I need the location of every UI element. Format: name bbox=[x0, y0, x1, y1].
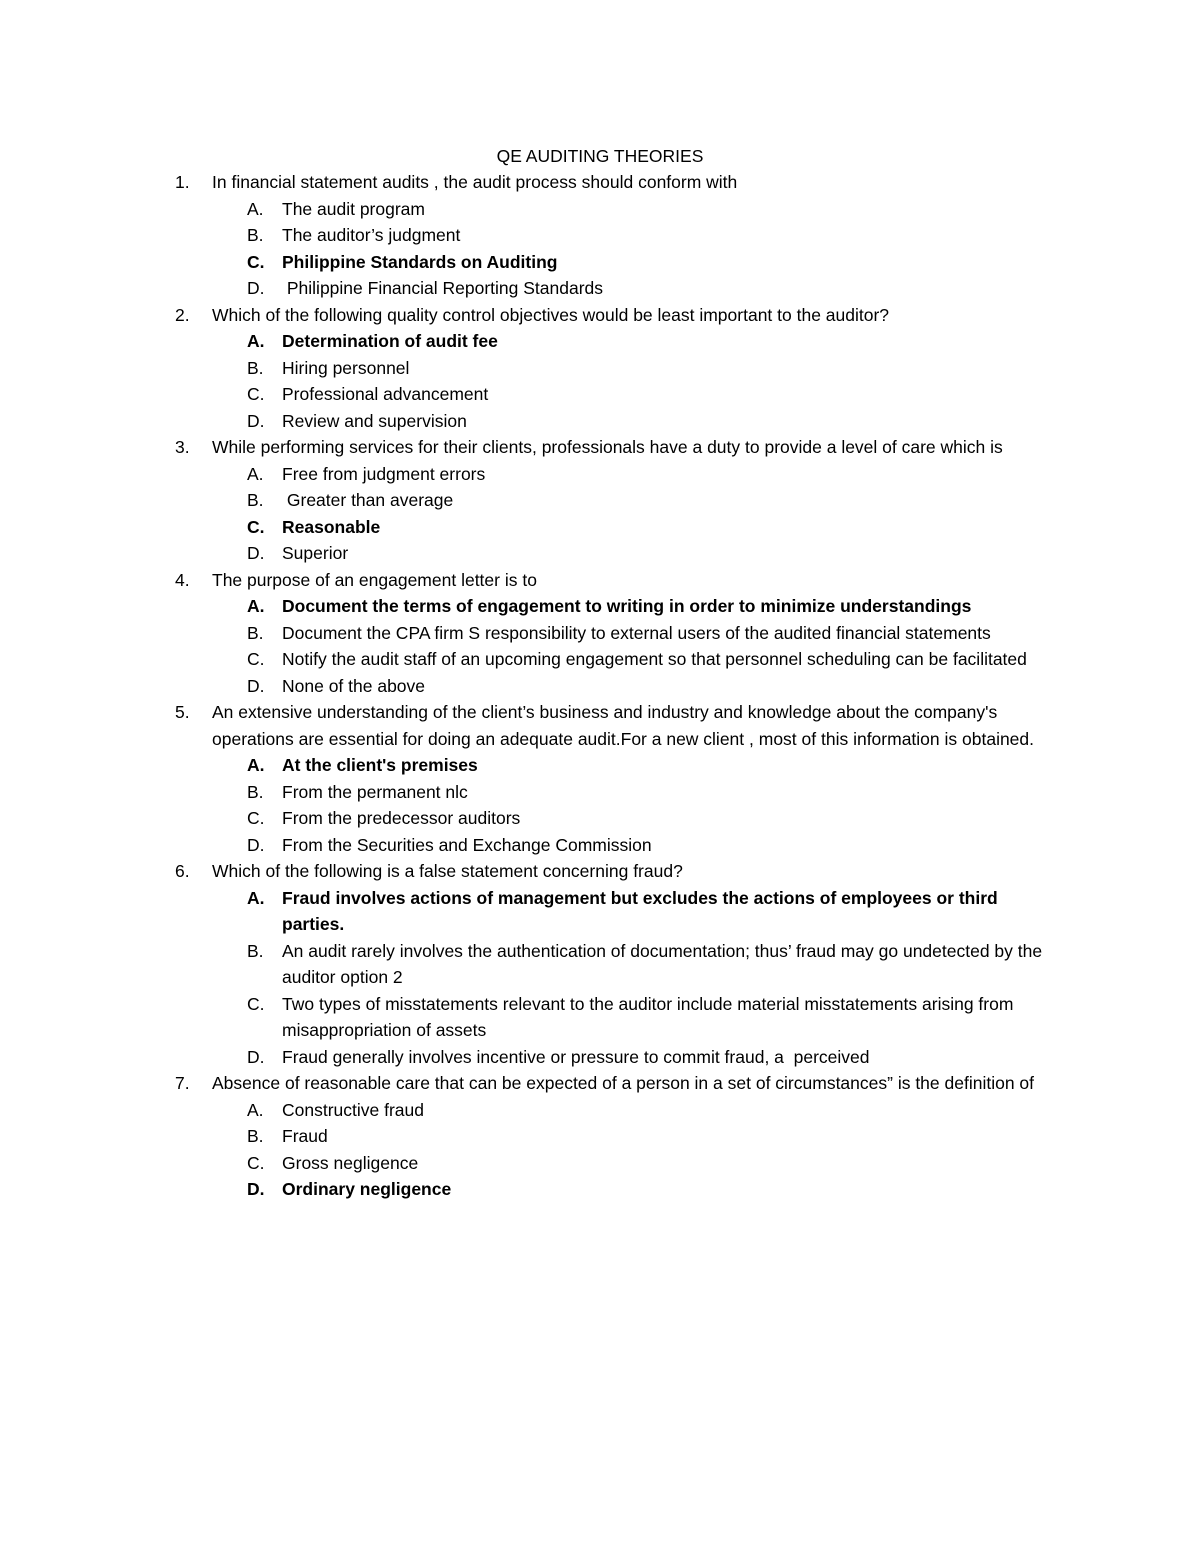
option-text: None of the above bbox=[282, 675, 426, 696]
option-text-answer: Philippine Standards on Auditing bbox=[282, 251, 558, 272]
option-2-b bbox=[0, 355, 1200, 382]
option-letter: B. bbox=[247, 357, 264, 378]
option-letter: A. bbox=[247, 331, 265, 351]
option-text: Document the CPA firm S responsibility to external users of the audited financial statements bbox=[282, 622, 991, 643]
option-3-d bbox=[0, 540, 1200, 567]
option-5-d bbox=[0, 832, 1200, 859]
option-letter: A. bbox=[247, 463, 264, 484]
question-4 bbox=[0, 567, 1200, 594]
option-1-d bbox=[0, 275, 1200, 302]
question-text: The purpose of an engagement letter is to bbox=[212, 569, 537, 590]
option-text: Review and supervision bbox=[282, 410, 467, 431]
option-1-b bbox=[0, 222, 1200, 249]
question-number: 3. bbox=[175, 437, 190, 457]
option-text-answer: Document the terms of engagement to writing in order to minimize understandings bbox=[282, 596, 972, 616]
option-letter: C. bbox=[247, 1152, 265, 1173]
option-letter: B. bbox=[247, 622, 264, 643]
option-letter: D. bbox=[247, 675, 265, 696]
option-letter: D. bbox=[247, 1179, 265, 1199]
option-text: Philippine Financial Reporting Standards bbox=[282, 278, 604, 298]
option-2-a bbox=[0, 328, 1200, 355]
option-letter: C. bbox=[247, 808, 265, 828]
option-4-a bbox=[0, 593, 1200, 620]
option-letter: A. bbox=[247, 887, 265, 908]
option-text: Superior bbox=[282, 543, 349, 563]
question-number: 6. bbox=[175, 861, 190, 881]
option-2-d bbox=[0, 408, 1200, 435]
option-text-answer: Ordinary negligence bbox=[282, 1179, 452, 1199]
option-text-answer: Determination of audit fee bbox=[282, 331, 498, 351]
question-number: 5. bbox=[175, 702, 190, 722]
option-3-a bbox=[0, 461, 1200, 488]
option-6-b bbox=[0, 938, 1200, 991]
option-letter: C. bbox=[247, 516, 265, 537]
option-4-c bbox=[0, 646, 1200, 673]
option-letter: C. bbox=[247, 384, 265, 404]
question-text: Absence of reasonable care that can be expected of a person in a set of circumstances” is the definition of bbox=[212, 1073, 1035, 1093]
option-letter: D. bbox=[247, 543, 265, 563]
question-text: Which of the following is a false statement concerning fraud? bbox=[212, 861, 683, 881]
option-7-a bbox=[0, 1097, 1200, 1124]
option-text: The audit program bbox=[282, 198, 425, 219]
option-text-answer: At the client's premises bbox=[282, 755, 478, 775]
option-text: Hiring personnel bbox=[282, 357, 410, 378]
option-letter: D. bbox=[247, 1046, 265, 1067]
option-5-b bbox=[0, 779, 1200, 806]
option-text: Constructive fraud bbox=[282, 1099, 425, 1120]
option-1-c bbox=[0, 249, 1200, 276]
option-text-answer: Fraud involves actions of management but excludes the actions of employees or third parties. bbox=[282, 887, 1003, 934]
option-4-d bbox=[0, 673, 1200, 700]
option-5-a bbox=[0, 752, 1200, 779]
option-letter: C. bbox=[247, 251, 265, 272]
option-letter: B. bbox=[247, 225, 264, 245]
question-1 bbox=[0, 169, 1200, 196]
option-6-a bbox=[0, 885, 1200, 938]
option-letter: D. bbox=[247, 410, 265, 431]
option-2-c bbox=[0, 381, 1200, 408]
question-2 bbox=[0, 302, 1200, 329]
document-title: QE AUDITING THEORIES bbox=[496, 146, 704, 166]
option-text: Professional advancement bbox=[282, 384, 489, 404]
question-7 bbox=[0, 1070, 1200, 1097]
option-letter: D. bbox=[247, 834, 265, 855]
option-6-c bbox=[0, 991, 1200, 1044]
question-text: Which of the following quality control objectives would be least important to the auditor? bbox=[212, 304, 890, 325]
option-7-b bbox=[0, 1123, 1200, 1150]
question-number: 7. bbox=[175, 1073, 190, 1093]
option-5-c bbox=[0, 805, 1200, 832]
question-5 bbox=[0, 699, 1200, 752]
question-number: 4. bbox=[175, 569, 190, 590]
option-text-answer: Reasonable bbox=[282, 516, 381, 537]
option-text: From the predecessor auditors bbox=[282, 808, 521, 828]
option-3-c bbox=[0, 514, 1200, 541]
option-letter: B. bbox=[247, 490, 264, 510]
question-list bbox=[0, 169, 1200, 1203]
option-letter: B. bbox=[247, 781, 264, 802]
option-text: Greater than average bbox=[282, 490, 454, 510]
option-6-d bbox=[0, 1044, 1200, 1071]
option-letter: B. bbox=[247, 1126, 264, 1146]
question-number: 2. bbox=[175, 304, 190, 325]
question-text: An extensive understanding of the client’s business and industry and knowledge about the company's operations are essential for doing an adequate audit.For a new client , most of this information is obtained. bbox=[212, 702, 1035, 749]
question-6 bbox=[0, 858, 1200, 885]
option-letter: A. bbox=[247, 755, 265, 775]
option-1-a bbox=[0, 196, 1200, 223]
option-letter: C. bbox=[247, 649, 265, 669]
option-text: An audit rarely involves the authentication of documentation; thus’ fraud may go undetected by the auditor option 2 bbox=[282, 940, 1047, 987]
option-7-d bbox=[0, 1176, 1200, 1203]
question-text: In financial statement audits , the audit process should conform with bbox=[212, 172, 738, 192]
option-letter: A. bbox=[247, 198, 264, 219]
option-3-b bbox=[0, 487, 1200, 514]
option-text: Free from judgment errors bbox=[282, 463, 486, 484]
option-7-c bbox=[0, 1150, 1200, 1177]
option-text: Gross negligence bbox=[282, 1152, 419, 1173]
option-4-b bbox=[0, 620, 1200, 647]
option-letter: B. bbox=[247, 940, 264, 961]
option-text: The auditor’s judgment bbox=[282, 225, 461, 245]
option-text: Two types of misstatements relevant to the auditor include material misstatements arising from misappropriation of assets bbox=[282, 993, 1019, 1040]
option-text: From the permanent nlc bbox=[282, 781, 468, 802]
option-text: Fraud generally involves incentive or pressure to commit fraud, a perceived bbox=[282, 1046, 870, 1067]
option-letter: C. bbox=[247, 993, 265, 1014]
option-text: From the Securities and Exchange Commission bbox=[282, 834, 652, 855]
question-text: While performing services for their clients, professionals have a duty to provide a level of care which is bbox=[212, 437, 1003, 457]
option-letter: A. bbox=[247, 1099, 264, 1120]
option-letter: D. bbox=[247, 278, 265, 298]
option-text: Notify the audit staff of an upcoming engagement so that personnel scheduling can be facilitated bbox=[282, 649, 1027, 669]
option-text: Fraud bbox=[282, 1126, 328, 1146]
question-number: 1. bbox=[175, 172, 190, 192]
question-3 bbox=[0, 434, 1200, 461]
option-letter: A. bbox=[247, 596, 265, 616]
